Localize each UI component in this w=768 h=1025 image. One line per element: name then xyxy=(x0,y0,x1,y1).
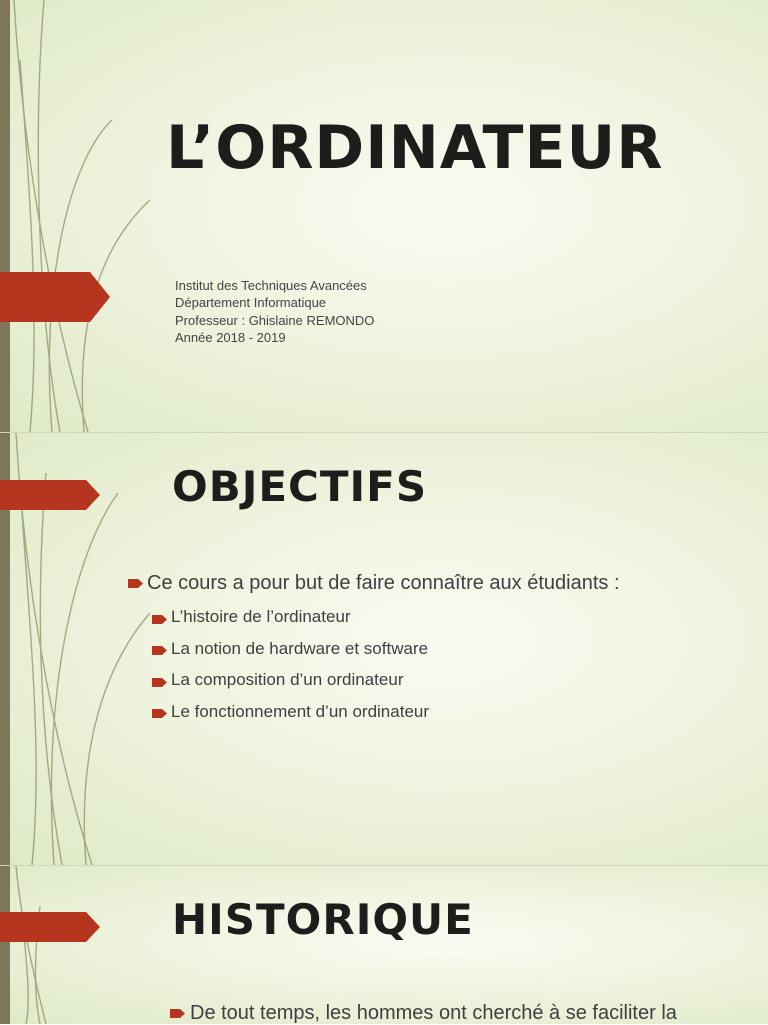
subtitle-year: Année 2018 - 2019 xyxy=(175,330,286,346)
decorative-stems xyxy=(0,0,160,432)
slide-historique xyxy=(0,866,768,1024)
subtitle-block xyxy=(175,277,374,347)
sub-bullet-text: L’histoire de l’ordinateur xyxy=(171,607,351,626)
historique-heading: HISTORIQUE xyxy=(172,895,474,944)
list-item xyxy=(128,1002,677,1025)
arrow-bullet-icon xyxy=(152,709,167,718)
historique-bullet-list xyxy=(128,1002,677,1025)
section-arrow-icon xyxy=(0,272,110,322)
arrow-bullet-icon xyxy=(152,615,167,624)
section-arrow-icon xyxy=(0,912,100,942)
list-item xyxy=(152,667,429,699)
objectifs-heading: OBJECTIFS xyxy=(172,462,428,511)
subtitle-department: Département Informatique xyxy=(175,295,327,311)
list-item xyxy=(152,699,429,731)
slide-title xyxy=(0,0,768,432)
arrow-bullet-icon xyxy=(128,579,143,588)
list-item xyxy=(128,572,620,595)
slide-title-heading: L’ORDINATEUR xyxy=(166,113,664,183)
sub-bullet-text: Le fonctionnement d’un ordinateur xyxy=(171,701,430,721)
objectifs-sub-list xyxy=(152,604,429,730)
arrow-bullet-icon xyxy=(152,646,167,655)
sub-bullet-text: La notion de hardware et software xyxy=(171,638,429,658)
objectifs-bullet-list xyxy=(128,572,620,595)
subtitle-institute: Institut des Techniques Avancées xyxy=(175,278,367,293)
arrow-bullet-icon xyxy=(170,1009,185,1018)
section-arrow-icon xyxy=(0,480,100,510)
subtitle-professor: Professeur : Ghislaine REMONDO xyxy=(175,312,375,328)
bullet-text: Ce cours a pour but de faire connaître aux étudiants : xyxy=(147,572,620,594)
arrow-bullet-icon xyxy=(152,678,167,687)
bullet-text: De tout temps, les hommes ont cherché à se faciliter la xyxy=(190,1002,677,1024)
sub-bullet-text: La composition d’un ordinateur xyxy=(171,670,404,689)
list-item xyxy=(152,604,429,636)
decorative-stems xyxy=(0,866,160,1024)
list-item xyxy=(152,636,429,668)
